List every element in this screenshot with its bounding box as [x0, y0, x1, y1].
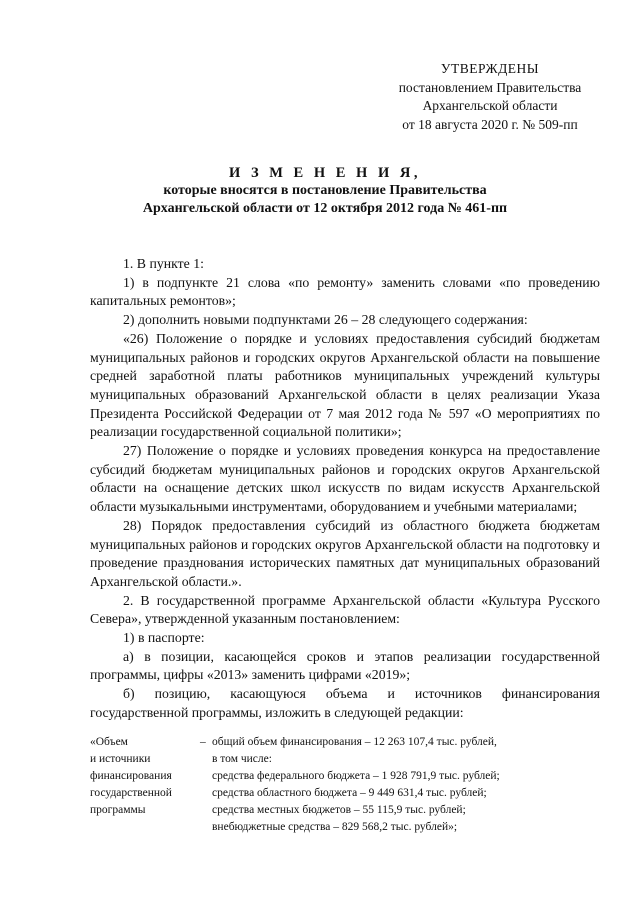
financing-value-cell	[212, 734, 612, 836]
paragraph: б) позицию, касающуюся объема и источников финансирования государственной программы, изложить в следующей редакции:	[90, 686, 600, 720]
value-line: средства областного бюджета – 9 449 631,4 тыс. рублей;	[212, 787, 487, 799]
approval-date: от 18 августа 2020 г. № 509-пп	[402, 116, 578, 132]
paragraph: «26) Положение о порядке и условиях предоставления субсидий бюджетам муниципальных районов и городских округов Архангельской области на повышение средней заработной платы работников муниципальных учреждений культуры муниципальных образований Архангельской области в целях реализации Указа Президента Российской Федерации от 7 мая 2012 года № 597 «О мероприятиях по реализации государственной социальной политики»;	[90, 330, 600, 440]
document-title	[60, 164, 590, 218]
title-subtitle: Архангельской области от 12 октября 2012 года № 461-пп	[142, 201, 508, 216]
paragraph: а) в позиции, касающейся сроков и этапов реализации государственной программы, цифры «2013» заменить цифрами «2019»;	[90, 648, 600, 683]
document-body	[90, 255, 600, 723]
title-subtitle: которые вносятся в постановление Правительства	[163, 183, 487, 198]
label-line: программы	[90, 804, 146, 816]
paragraph: 27) Положение о порядке и условиях проведения конкурса на предоставление субсидий бюджетам муниципальных районов и городских округов Архангельской области на оснащение детских школ искусств по видам искусств Архангельской области музыкальными инструментами, оборудованием и учебными материалами;	[90, 443, 600, 515]
paragraph: 28) Порядок предоставления субсидий из областного бюджета бюджетам муниципальных районов и городских округов Архангельской области на подготовку и проведение празднования исторических памятных дат муниципальных образований Архангельской области.».	[90, 517, 600, 589]
table-dash: –	[200, 736, 206, 748]
value-line: средства федерального бюджета – 1 928 791,9 тыс. рублей;	[212, 770, 500, 782]
paragraph: 1) в подпункте 21 слова «по ремонту» заменить словами «по проведению капитальных ремонтов»;	[90, 274, 600, 309]
value-line: средства местных бюджетов – 55 115,9 тыс. рублей;	[212, 804, 466, 816]
approval-heading: УТВЕРЖДЕНЫ	[440, 61, 540, 76]
paragraph: 2. В государственной программе Архангельской области «Культура Русского Севера», утвержденной указанным постановлением:	[90, 592, 600, 627]
approval-line: постановлением Правительства	[398, 79, 582, 95]
value-line: в том числе:	[212, 753, 272, 765]
value-line: общий объем финансирования – 12 263 107,4 тыс. рублей,	[212, 736, 497, 748]
paragraph: 1. В пункте 1:	[123, 256, 204, 271]
paragraph: 1) в паспорте:	[123, 630, 205, 646]
financing-label-cell	[90, 734, 200, 819]
label-line: «Объем	[90, 736, 128, 748]
paragraph: 2) дополнить новыми подпунктами 26 – 28 следующего содержания:	[123, 312, 528, 328]
label-line: финансирования	[90, 770, 172, 782]
approval-block	[380, 60, 600, 134]
label-line: государственной	[90, 787, 172, 799]
approval-line: Архангельской области	[422, 98, 558, 113]
label-line: и источники	[90, 753, 151, 765]
title-heading: И З М Е Н Е Н И Я,	[229, 165, 421, 181]
value-line: внебюджетные средства – 829 568,2 тыс. рублей»;	[212, 821, 458, 833]
